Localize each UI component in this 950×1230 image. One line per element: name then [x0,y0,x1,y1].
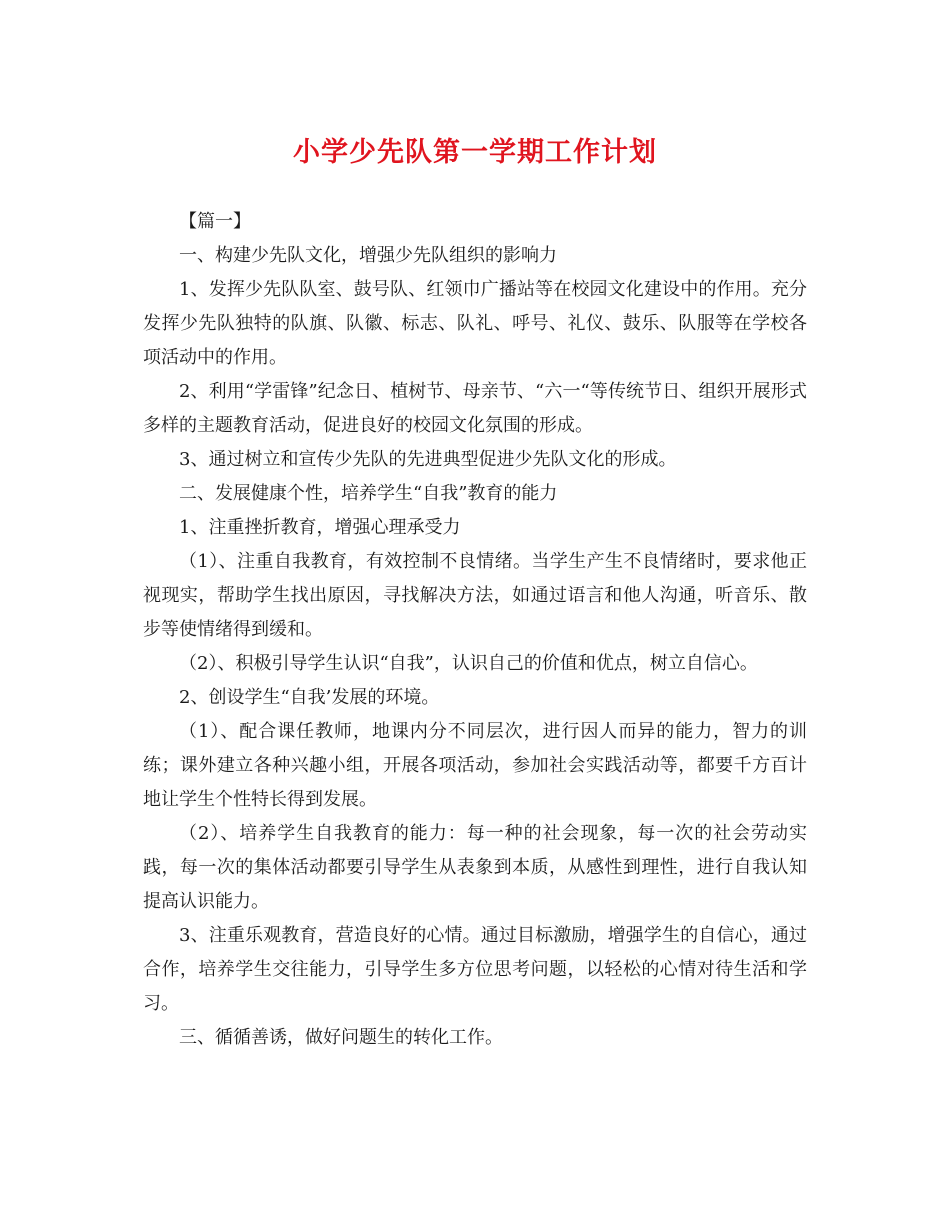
paragraph: 1、发挥少先队队室、鼓号队、红领巾广播站等在校园文化建设中的作用。充分发挥少先队独特的队旗、队徽、标志、队礼、呼号、礼仪、鼓乐、队服等在学校各项活动中的作用。 [143,279,807,368]
paragraph: （2）、培养学生自我教育的能力：每一种的社会现象，每一次的社会劳动实践，每一次的集体活动都要引导学生从表象到本质，从感性到理性，进行自我认知提高认识能力。 [143,823,807,912]
heading-1: 一、构建少先队文化，增强少先队组织的影响力 [179,245,557,266]
paragraph: 2、利用“学雷锋”纪念日、植树节、母亲节、“六一“等传统节日、组织开展形式多样的主题教育活动，促进良好的校园文化氛围的形成。 [143,381,807,436]
paragraph: （1）、配合课任教师，地课内分不同层次，进行因人而异的能力，智力的训练；课外建立各种兴趣小组，开展各项活动，参加社会实践活动等，都要千方百计地让学生个性特长得到发展。 [143,721,807,810]
paragraph: （2）、积极引导学生认识“自我”，认识自己的价值和优点，树立自信心。 [179,653,758,674]
document-body [143,205,807,1055]
paragraph: 1、注重挫折教育，增强心理承受力 [179,517,461,538]
heading-2: 二、发展健康个性，培养学生“自我”教育的能力 [179,483,558,504]
paragraph: 3、注重乐观教育，营造良好的心情。通过目标激励，增强学生的自信心，通过合作，培养学生交往能力，引导学生多方位思考问题，以轻松的心情对待生活和学习。 [143,925,807,1014]
paragraph: （1）、注重自我教育，有效控制不良情绪。当学生产生不良情绪时，要求他正视现实，帮助学生找出原因，寻找解决方法，如通过语言和他人沟通，听音乐、散步等使情绪得到缓和。 [143,551,807,640]
paragraph: 3、通过树立和宣传少先队的先进典型促进少先队文化的形成。 [179,449,677,470]
heading-3: 三、循循善诱，做好问题生的转化工作。 [179,1027,503,1048]
paragraph: 2、创设学生“自我’发展的环境。 [179,687,440,708]
section-label: 【篇一】 [179,211,251,232]
document-title: 小学少先队第一学期工作计划 [293,137,657,168]
